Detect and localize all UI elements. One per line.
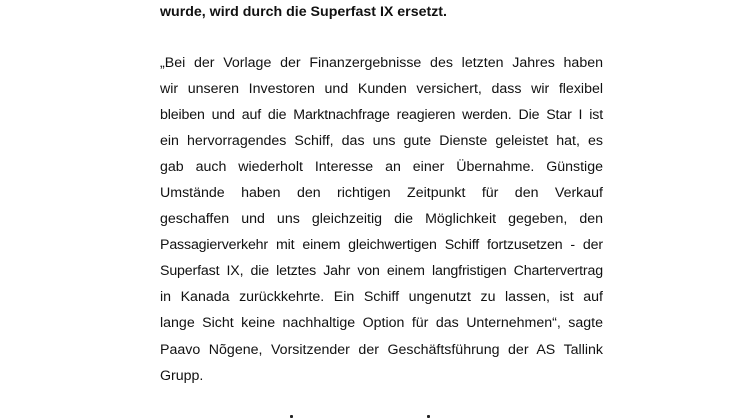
paragraph-line: Superfast IX, die letztes Jahr von einem langfristigen Chartervertrag — [160, 263, 603, 280]
quote-paragraph — [160, 50, 603, 389]
paragraph-line: ein hervorragendes Schiff, das uns gute Dienste geleistet hat, es — [160, 133, 603, 150]
paragraph-line: Umstände haben den richtigen Zeitpunkt für den Verkauf — [160, 185, 603, 202]
paragraph-line: „Bei der Vorlage der Finanzergebnisse des letzten Jahres haben — [160, 55, 603, 71]
text-fragment — [427, 415, 430, 418]
paragraph-line: gab auch wiederholt Interesse an einer Übernahme. Günstige — [160, 159, 603, 176]
paragraph-line: bleiben und auf die Marktnachfrage reagieren werden. Die Star I ist — [160, 107, 603, 124]
paragraph-line: wir unseren Investoren und Kunden versichert, dass wir flexibel — [160, 81, 603, 98]
paragraph-line: in Kanada zurückkehrte. Ein Schiff ungenutzt zu lassen, ist auf — [160, 289, 603, 306]
text-fragment — [290, 415, 293, 418]
paragraph-line: Paavo Nõgene, Vorsitzender der Geschäftsführung der AS Tallink — [160, 341, 603, 358]
paragraph-line: Grupp. — [160, 367, 204, 384]
paragraph-line: Passagierverkehr mit einem gleichwertigen Schiff fortzusetzen - der — [160, 237, 603, 254]
paragraph-line: geschaffen und uns gleichzeitig die Möglichkeit gegeben, den — [160, 211, 603, 228]
lead-sentence-end: wurde, wird durch die Superfast IX ersetzt. — [160, 4, 447, 20]
paragraph-line: lange Sicht keine nachhaltige Option für das Unternehmen“, sagte — [160, 315, 603, 332]
cut-off-next-line — [160, 408, 603, 419]
